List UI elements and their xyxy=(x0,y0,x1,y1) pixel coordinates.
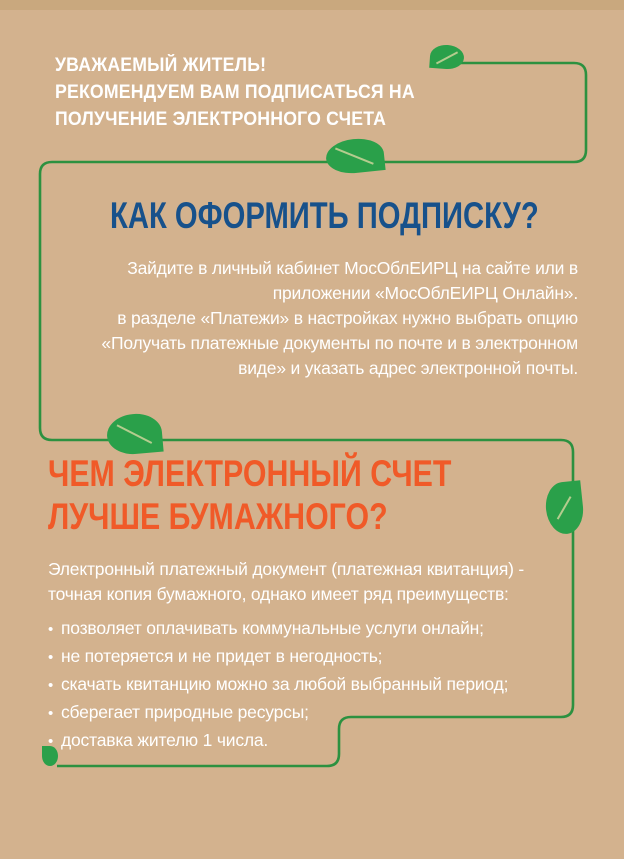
subscribe-instructions xyxy=(58,256,578,381)
bullet-dot: • xyxy=(48,621,54,638)
benefits-list xyxy=(48,615,508,755)
header-line: РЕКОМЕНДУЕМ ВАМ ПОДПИСАТЬСЯ НА xyxy=(55,82,415,103)
benefits-title-line: ЛУЧШЕ БУМАЖНОГО? xyxy=(48,496,388,537)
bullet-dot: • xyxy=(48,733,54,750)
intro-line: точная копия бумажного, однако имеет ряд преимуществ: xyxy=(48,584,509,604)
list-item-text: не потеряется и не придет в негодность; xyxy=(61,646,383,666)
instruction-line: Зайдите в личный кабинет МосОблЕИРЦ на сайте или в xyxy=(127,258,578,278)
instruction-line: виде» и указать адрес электронной почты. xyxy=(238,358,578,378)
bullet-dot: • xyxy=(48,649,54,666)
instruction-line: приложении «МосОблЕИРЦ Онлайн». xyxy=(272,283,578,303)
bullet-dot: • xyxy=(48,705,54,722)
header-line: УВАЖАЕМЫЙ ЖИТЕЛЬ! xyxy=(55,55,267,76)
bullet-dot: • xyxy=(48,677,54,694)
list-item-text: сберегает природные ресурсы; xyxy=(61,702,309,722)
list-item-text: позволяет оплачивать коммунальные услуги онлайн; xyxy=(61,618,484,638)
benefits-title-line: ЧЕМ ЭЛЕКТРОННЫЙ СЧЕТ xyxy=(48,453,452,494)
list-item xyxy=(48,671,508,699)
list-item xyxy=(48,727,508,755)
benefits-section-title xyxy=(48,452,451,538)
list-item xyxy=(48,615,508,643)
header-line: ПОЛУЧЕНИЕ ЭЛЕКТРОННОГО СЧЕТА xyxy=(55,109,387,130)
list-item xyxy=(48,699,508,727)
instruction-line: «Получать платежные документы по почте и в электронном xyxy=(101,333,578,353)
subscribe-section-title: КАК ОФОРМИТЬ ПОДПИСКУ? xyxy=(110,195,539,236)
instruction-line: в разделе «Платежи» в настройках нужно выбрать опцию xyxy=(117,308,578,328)
header-text xyxy=(55,52,415,133)
list-item-text: доставка жителю 1 числа. xyxy=(61,730,269,750)
intro-line: Электронный платежный документ (платежная квитанция) - xyxy=(48,559,525,579)
benefits-intro xyxy=(48,557,524,607)
list-item xyxy=(48,643,508,671)
list-item-text: скачать квитанцию можно за любой выбранный период; xyxy=(61,674,509,694)
